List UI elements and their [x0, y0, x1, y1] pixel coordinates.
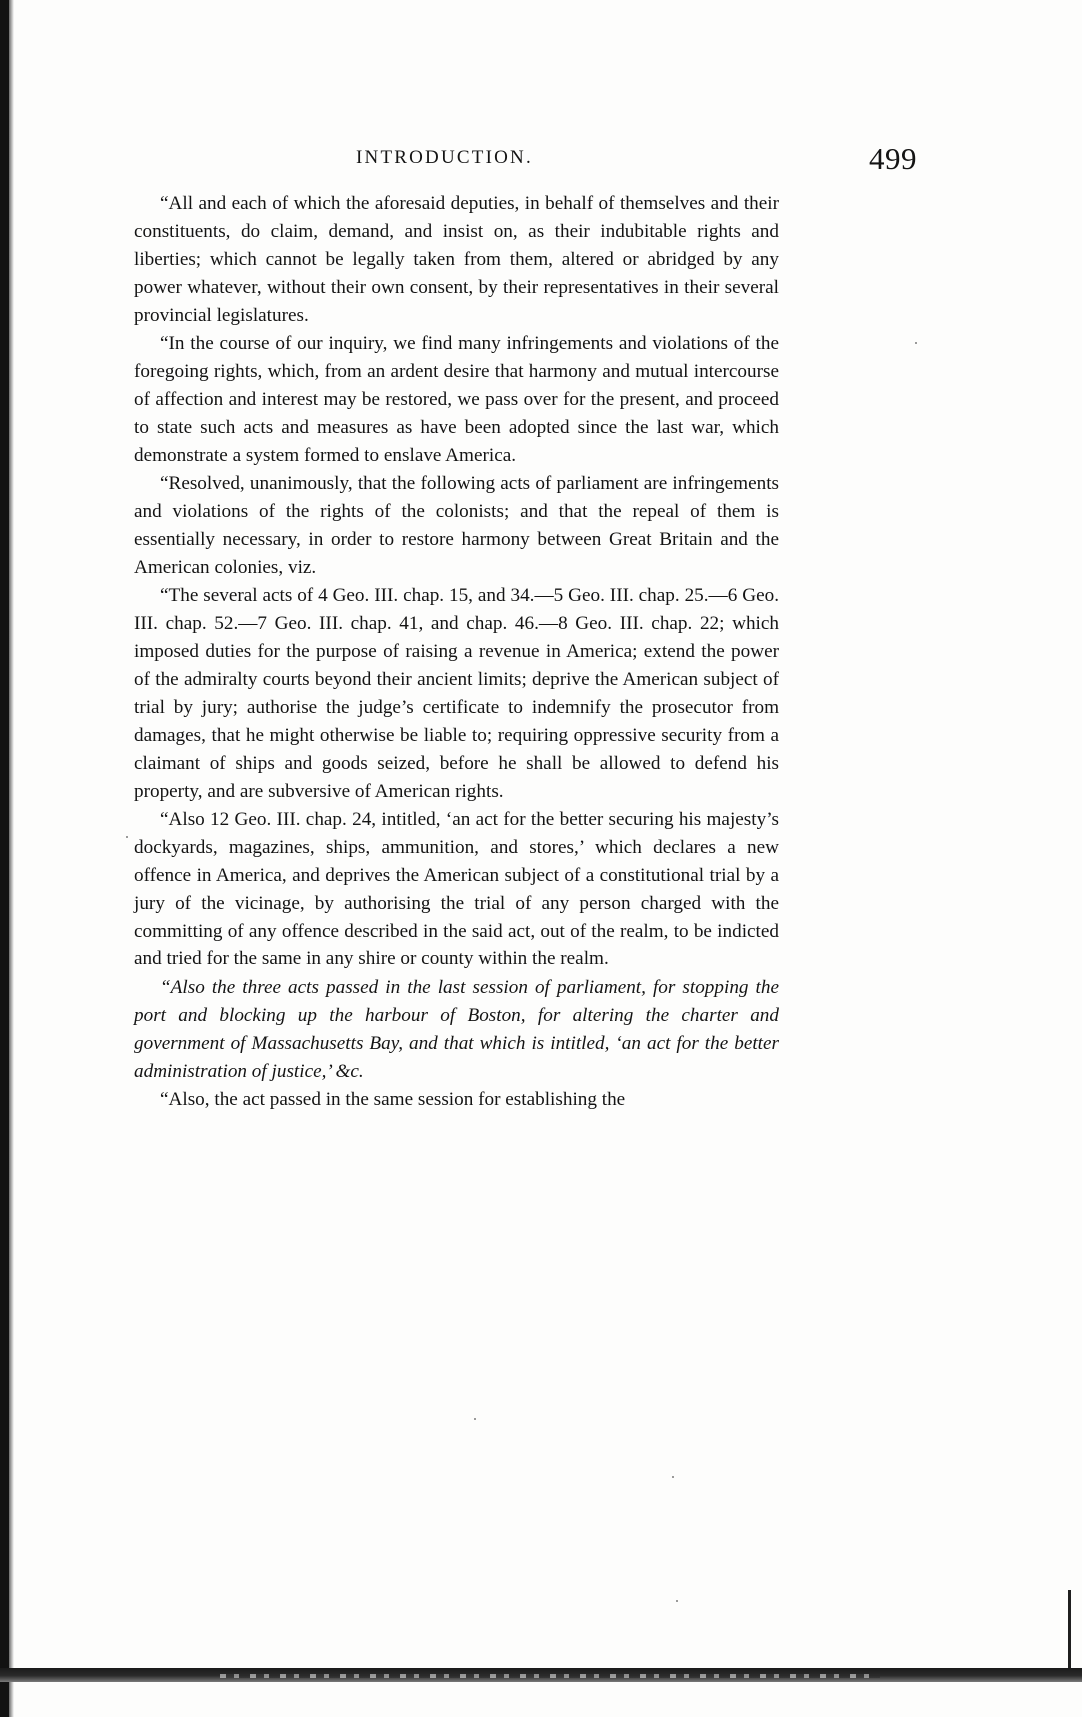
- running-head: INTRODUCTION.: [356, 147, 533, 168]
- paragraph: “The several acts of 4 Geo. III. chap. 15, and 34.—5 Geo. III. chap. 25.—6 Geo. III. chap. 52.—7 Geo. III. chap. 41, and chap. 46.—8 Geo. III. chap. 22; which imposed duties for the purpose of raising a revenue in America; extend the power of the admiralty courts beyond their ancient limits; deprive the American subject of trial by jury; authorise the judge’s certificate to indemnify the prosecutor from damages, that he might otherwise be liable to; requiring oppressive security from a claimant of ships and goods seized, before he shall be allowed to defend his property, and are subversive of American rights.: [134, 585, 779, 802]
- scanner-streak: [220, 1674, 880, 1678]
- paragraph: “Also the three acts passed in the last session of parliament, for stopping the port and blocking up the harbour of Boston, for altering the charter and government of Massachusetts Bay, and that which is intitled, ‘an act for the better administration of justice,’ &c.: [134, 976, 779, 1082]
- scan-speck: [915, 342, 917, 344]
- binding-shadow-gradient: [9, 0, 14, 1717]
- scan-speck: [676, 1600, 678, 1602]
- paragraph: “Also 12 Geo. III. chap. 24, intitled, ‘an act for the better securing his majesty’s dockyards, magazines, ships, ammunition, and stores,’ which declares a new offence in America, and deprives the American subject of a constitutional trial by a jury of the vicinage, by authorising the trial of any person charged with the committing of any offence described in the said act, out of the realm, to be indicted and tried for the same in any shire or county within the realm.: [134, 808, 779, 970]
- scan-speck: [474, 1418, 476, 1420]
- paragraph: “Resolved, unanimously, that the following acts of parliament are infringements and violations of the rights of the colonists; and that the repeal of them is essentially necessary, in order to restore harmony between Great Britain and the American colonies, viz.: [134, 473, 779, 578]
- scan-speck: [126, 836, 128, 838]
- paragraph: “In the course of our inquiry, we find many infringements and violations of the foregoing rights, which, from an ardent desire that harmony and mutual intercourse of affection and interest may be restored, we pass over for the present, and proceed to state such acts and measures as have been adopted since the last war, which demonstrate a system formed to enslave America.: [134, 333, 779, 466]
- paragraph: “Also, the act passed in the same session for establishing the: [160, 1089, 626, 1110]
- body-text: [134, 190, 779, 1114]
- binding-shadow: [0, 0, 9, 1717]
- page-edge-mark: [1068, 1590, 1071, 1680]
- scan-speck: [672, 1476, 674, 1478]
- paragraph: “All and each of which the aforesaid deputies, in behalf of themselves and their constituents, do claim, demand, and insist on, as their indubitable rights and liberties; which cannot be legally taken from them, altered or abridged by any power whatever, without their own consent, by their representatives in their several provincial legislatures.: [134, 193, 779, 326]
- page-number: 499: [869, 141, 917, 176]
